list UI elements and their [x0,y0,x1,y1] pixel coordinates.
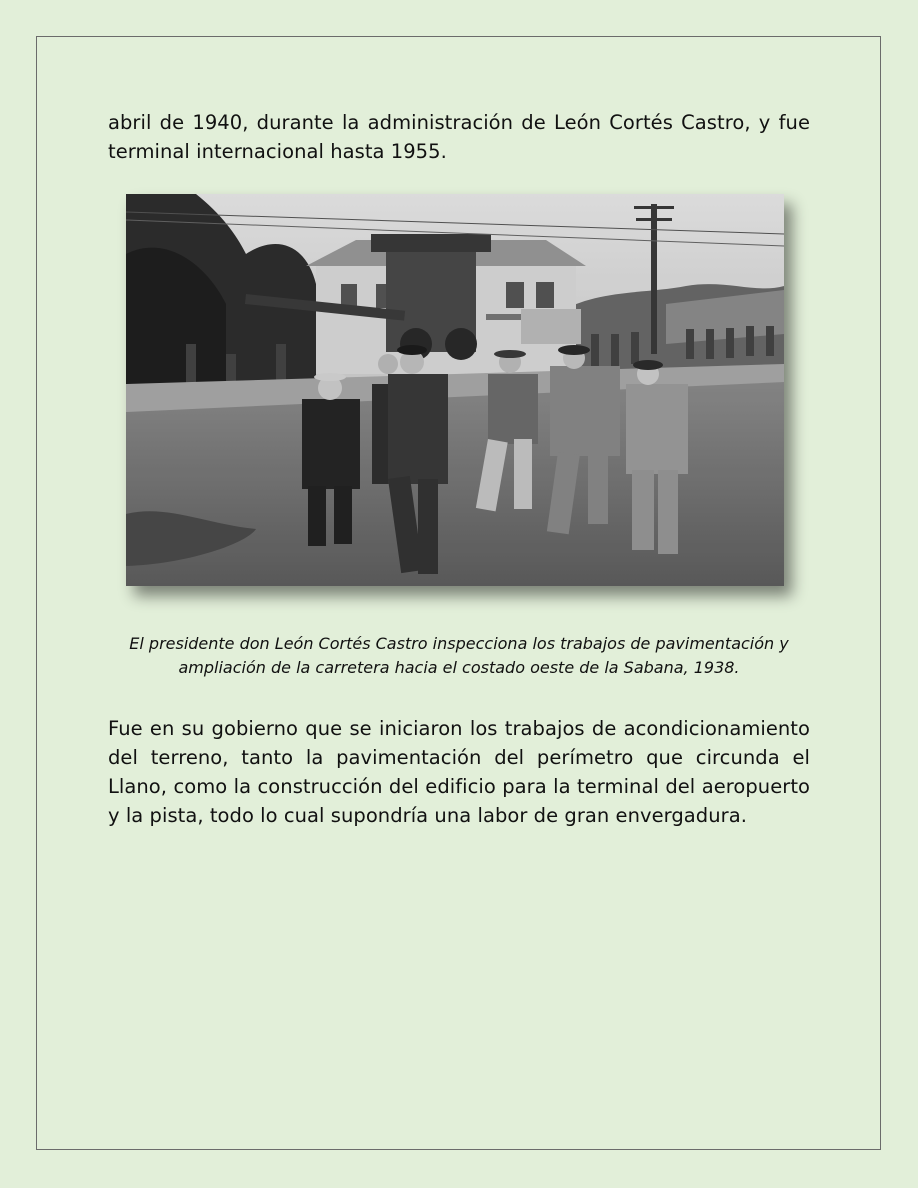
photo-illustration [126,194,784,586]
photo-caption: El presidente don León Cortés Castro inspecciona los trabajos de pavimentación y ampliación de la carretera hacia el costado oeste de la Sabana, 1938. [129,634,789,677]
paragraph-top: abril de 1940, durante la administración de León Cortés Castro, y fue terminal internacional hasta 1955. [108,111,810,163]
paragraph-bottom: Fue en su gobierno que se iniciaron los trabajos de acondicionamiento del terreno, tanto la pavimentación del perímetro que circunda el Llano, como la construcción del edificio para la terminal del aeropuerto y la pista, todo lo cual supondría una labor de gran envergadura. [108,717,810,827]
historical-photo [126,194,784,586]
